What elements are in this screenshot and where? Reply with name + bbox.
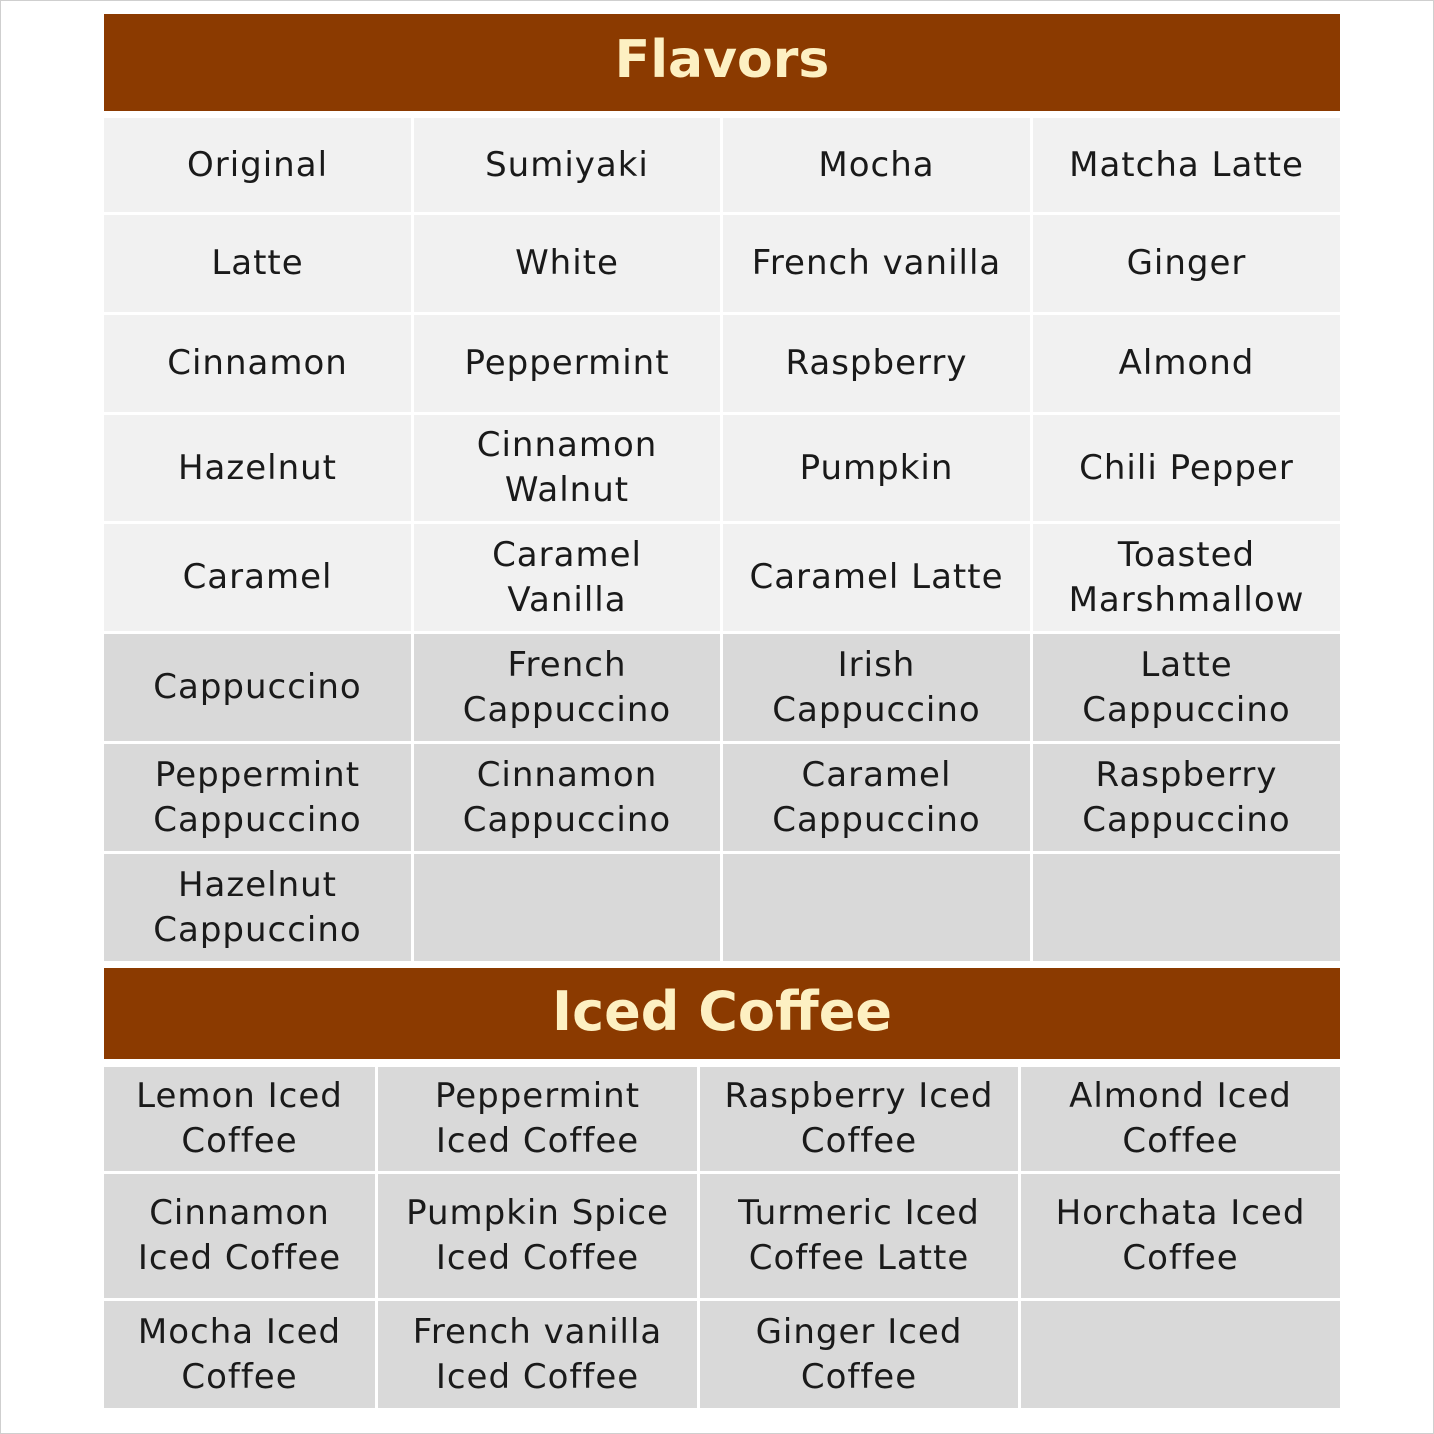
flavor-cell: Caramel bbox=[104, 524, 411, 631]
flavor-cell: Hazelnut bbox=[104, 415, 411, 521]
iced-coffee-cell: Turmeric Iced Coffee Latte bbox=[700, 1174, 1018, 1298]
cappuccino-cell: Cappuccino bbox=[104, 634, 411, 741]
iced-coffee-heading: Iced Coffee bbox=[104, 968, 1340, 1059]
flavor-cell: Sumiyaki bbox=[414, 118, 720, 212]
iced-coffee-table bbox=[104, 1067, 1340, 1408]
cappuccino-cell: Cinnamon Cappuccino bbox=[414, 744, 720, 851]
iced-coffee-cell: Pumpkin Spice Iced Coffee bbox=[378, 1174, 697, 1298]
empty-cell bbox=[723, 854, 1030, 961]
flavor-cell: Peppermint bbox=[414, 315, 720, 412]
flavor-cell: Original bbox=[104, 118, 411, 212]
flavor-cell: Latte bbox=[104, 215, 411, 312]
cappuccino-cell: Hazelnut Cappuccino bbox=[104, 854, 411, 961]
empty-cell bbox=[1021, 1301, 1340, 1408]
flavor-cell: Ginger bbox=[1033, 215, 1340, 312]
flavor-cell: Caramel Latte bbox=[723, 524, 1030, 631]
empty-cell bbox=[1033, 854, 1340, 961]
flavor-cell: Matcha Latte bbox=[1033, 118, 1340, 212]
iced-coffee-cell: French vanilla Iced Coffee bbox=[378, 1301, 697, 1408]
flavor-cell: White bbox=[414, 215, 720, 312]
iced-coffee-cell: Mocha Iced Coffee bbox=[104, 1301, 375, 1408]
flavor-cell: Caramel Vanilla bbox=[414, 524, 720, 631]
iced-coffee-cell: Lemon Iced Coffee bbox=[104, 1067, 375, 1171]
flavors-heading: Flavors bbox=[104, 14, 1340, 111]
flavor-cell: Pumpkin bbox=[723, 415, 1030, 521]
flavor-cell: Raspberry bbox=[723, 315, 1030, 412]
flavor-cell: Toasted Marshmallow bbox=[1033, 524, 1340, 631]
flavor-cell: French vanilla bbox=[723, 215, 1030, 312]
flavor-cell: Almond bbox=[1033, 315, 1340, 412]
iced-coffee-cell: Raspberry Iced Coffee bbox=[700, 1067, 1018, 1171]
iced-coffee-cell: Horchata Iced Coffee bbox=[1021, 1174, 1340, 1298]
empty-cell bbox=[414, 854, 720, 961]
iced-coffee-cell: Cinnamon Iced Coffee bbox=[104, 1174, 375, 1298]
iced-coffee-cell: Ginger Iced Coffee bbox=[700, 1301, 1018, 1408]
cappuccino-cell: Peppermint Cappuccino bbox=[104, 744, 411, 851]
flavors-table bbox=[104, 118, 1340, 961]
iced-coffee-cell: Peppermint Iced Coffee bbox=[378, 1067, 697, 1171]
iced-coffee-cell: Almond Iced Coffee bbox=[1021, 1067, 1340, 1171]
flavor-cell: Chili Pepper bbox=[1033, 415, 1340, 521]
flavor-cell: Cinnamon bbox=[104, 315, 411, 412]
cappuccino-cell: Raspberry Cappuccino bbox=[1033, 744, 1340, 851]
cappuccino-cell: Irish Cappuccino bbox=[723, 634, 1030, 741]
flavor-cell: Cinnamon Walnut bbox=[414, 415, 720, 521]
flavor-cell: Mocha bbox=[723, 118, 1030, 212]
cappuccino-cell: Caramel Cappuccino bbox=[723, 744, 1030, 851]
cappuccino-cell: Latte Cappuccino bbox=[1033, 634, 1340, 741]
cappuccino-cell: French Cappuccino bbox=[414, 634, 720, 741]
